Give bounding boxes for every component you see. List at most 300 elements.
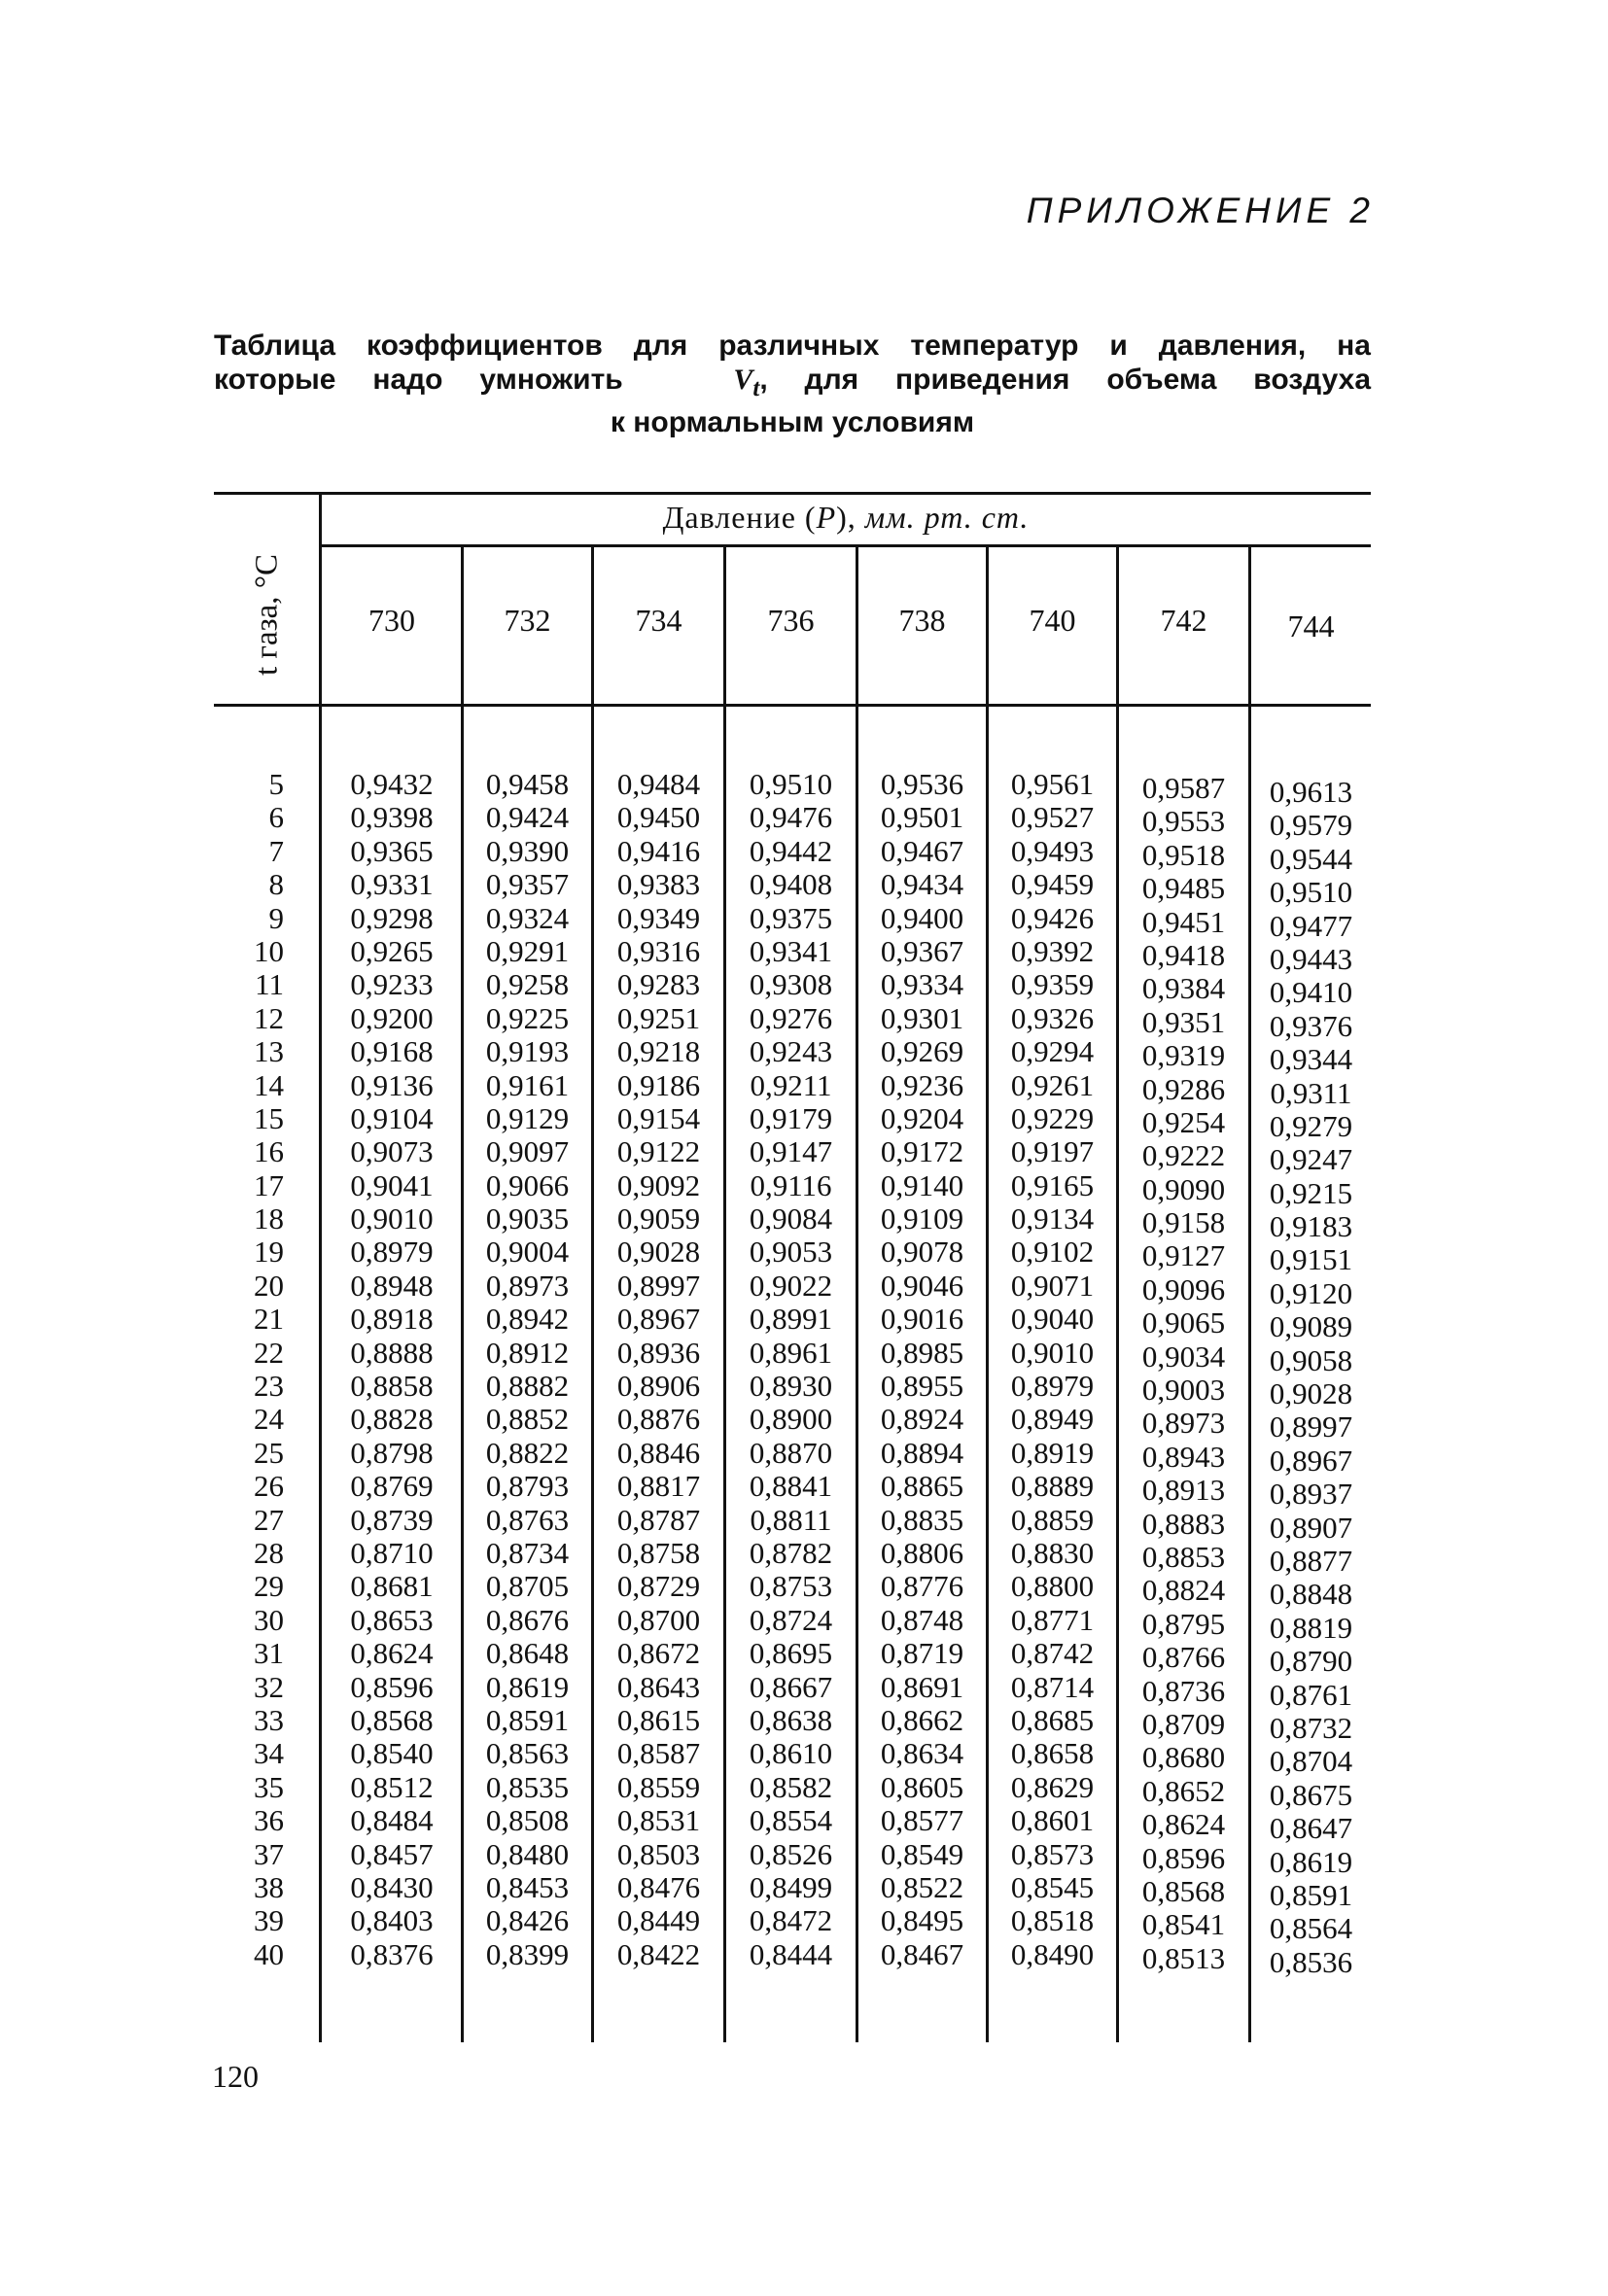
coefficient-cell: 0,8824 — [1141, 1573, 1226, 1608]
coefficient-cell: 0,8787 — [616, 1502, 701, 1537]
coefficient-cell: 0,9215 — [1269, 1175, 1353, 1210]
temperature-cell: 15 — [254, 1100, 284, 1135]
coefficient-cell: 0,8638 — [749, 1702, 833, 1737]
coefficient-cell: 0,8691 — [880, 1669, 964, 1704]
coefficient-cell: 0,8422 — [616, 1936, 701, 1971]
coefficient-cell: 0,9308 — [749, 967, 833, 1002]
coefficient-cell: 0,9424 — [485, 800, 570, 835]
coefficient-cell: 0,9392 — [1010, 933, 1095, 968]
coefficient-cell: 0,8724 — [749, 1602, 833, 1637]
coefficient-cell: 0,8942 — [485, 1302, 570, 1337]
coefficient-cell: 0,8936 — [616, 1335, 701, 1370]
coefficient-cell: 0,8858 — [350, 1369, 434, 1404]
coefficient-cell: 0,8943 — [1141, 1439, 1226, 1474]
coefficient-cell: 0,9316 — [616, 933, 701, 968]
coefficient-cell: 0,8979 — [350, 1235, 434, 1270]
coefficient-cell: 0,8835 — [880, 1502, 964, 1537]
coefficient-cell: 0,9016 — [880, 1302, 964, 1337]
coefficient-cell: 0,9134 — [1010, 1201, 1095, 1236]
coefficient-cell: 0,9151 — [1269, 1242, 1353, 1277]
coefficient-cell: 0,9179 — [749, 1100, 833, 1135]
coefficient-cell: 0,8667 — [749, 1669, 833, 1704]
coefficient-cell: 0,9073 — [350, 1134, 434, 1169]
pressure-unit: мм. рт. ст. — [864, 500, 1030, 535]
coefficient-cell: 0,9233 — [350, 967, 434, 1002]
coefficient-cell: 0,8766 — [1141, 1640, 1226, 1675]
coefficient-cell: 0,8888 — [350, 1335, 434, 1370]
coefficient-cell: 0,8577 — [880, 1803, 964, 1838]
temperature-cell: 16 — [254, 1134, 284, 1169]
value-column-742 — [1119, 772, 1248, 1975]
coefficient-cell: 0,8518 — [1010, 1903, 1095, 1938]
coefficient-cell: 0,8495 — [880, 1903, 964, 1938]
coefficient-cell: 0,8985 — [880, 1335, 964, 1370]
coefficient-cell: 0,9324 — [485, 900, 570, 935]
coefficient-cell: 0,9301 — [880, 1000, 964, 1035]
coefficient-cell: 0,9041 — [350, 1167, 434, 1202]
coefficient-cell: 0,8536 — [1269, 1944, 1353, 1979]
coefficient-cell: 0,9172 — [880, 1134, 964, 1169]
variable-vt — [733, 364, 760, 401]
temperature-cell: 7 — [268, 833, 284, 868]
coefficient-cell: 0,8559 — [616, 1769, 701, 1804]
coefficient-cell: 0,9211 — [750, 1067, 832, 1102]
coefficient-cell: 0,9065 — [1141, 1305, 1226, 1340]
coefficient-cell: 0,8753 — [749, 1569, 833, 1604]
coefficient-cell: 0,9434 — [880, 867, 964, 902]
caption-line-2-b: , для приведения объема воздуха — [759, 364, 1372, 396]
coefficient-cell: 0,9078 — [880, 1235, 964, 1270]
coefficient-cell: 0,9140 — [880, 1167, 964, 1202]
coefficient-cell: 0,8709 — [1141, 1706, 1226, 1741]
coefficient-cell: 0,8601 — [1010, 1803, 1095, 1838]
coefficient-cell: 0,8512 — [350, 1769, 434, 1804]
coefficient-cell: 0,8484 — [350, 1803, 434, 1838]
coefficient-cell: 0,8564 — [1269, 1911, 1353, 1946]
coefficient-cell: 0,9071 — [1010, 1268, 1095, 1303]
caption-line-2 — [214, 363, 1371, 405]
coefficient-cell: 0,8605 — [880, 1769, 964, 1804]
temperature-cell: 21 — [254, 1302, 284, 1337]
coefficient-cell: 0,8846 — [616, 1435, 701, 1470]
coefficient-cell: 0,8736 — [1141, 1673, 1226, 1708]
coefficient-cell: 0,9218 — [616, 1034, 701, 1069]
value-column-734 — [594, 768, 723, 1971]
temperature-cell: 39 — [254, 1903, 284, 1938]
coefficient-cell: 0,8742 — [1010, 1636, 1095, 1671]
coefficient-cell: 0,9283 — [616, 967, 701, 1002]
temperature-cell: 13 — [254, 1034, 284, 1069]
coefficient-cell: 0,8949 — [1010, 1402, 1095, 1437]
coefficient-cell: 0,8997 — [1269, 1409, 1353, 1444]
coefficient-cell: 0,8714 — [1010, 1669, 1095, 1704]
variable-subscript: t — [752, 375, 760, 401]
coefficient-cell: 0,8480 — [485, 1836, 570, 1871]
coefficient-cell: 0,8568 — [1141, 1873, 1226, 1908]
coefficient-cell: 0,9229 — [1010, 1100, 1095, 1135]
coefficient-cell: 0,9349 — [616, 900, 701, 935]
coefficient-cell: 0,8776 — [880, 1569, 964, 1604]
coefficient-cell: 0,8705 — [485, 1569, 570, 1604]
coefficient-cell: 0,9279 — [1269, 1108, 1353, 1143]
coefficient-cell: 0,9331 — [350, 867, 434, 902]
temperature-cell: 17 — [254, 1167, 284, 1202]
coefficient-cell: 0,8918 — [350, 1302, 434, 1337]
coefficient-cell: 0,8426 — [485, 1903, 570, 1938]
coefficient-cell: 0,8806 — [880, 1535, 964, 1570]
coefficient-cell: 0,9390 — [485, 833, 570, 868]
pressure-value-header: 742 — [1160, 603, 1207, 638]
appendix-title: ПРИЛОЖЕНИЕ 2 — [1026, 191, 1375, 230]
coefficient-cell: 0,9204 — [880, 1100, 964, 1135]
coefficient-cell: 0,9053 — [749, 1235, 833, 1270]
coefficient-cell: 0,8739 — [350, 1502, 434, 1537]
pressure-value-header: 734 — [635, 603, 682, 638]
coefficient-cell: 0,9326 — [1010, 1000, 1095, 1035]
coefficient-cell: 0,8476 — [616, 1869, 701, 1904]
coefficient-cell: 0,9351 — [1141, 1004, 1226, 1039]
coefficient-cell: 0,8672 — [616, 1636, 701, 1671]
coefficient-cell: 0,9028 — [1269, 1376, 1353, 1411]
coefficient-cell: 0,8973 — [1141, 1406, 1226, 1441]
coefficient-cell: 0,9467 — [880, 833, 964, 868]
value-column-730 — [323, 768, 461, 1971]
coefficient-cell: 0,8403 — [350, 1903, 434, 1938]
coefficient-cell: 0,9410 — [1269, 975, 1353, 1010]
coefficient-cell: 0,8819 — [1269, 1610, 1353, 1645]
coefficient-cell: 0,8848 — [1269, 1577, 1353, 1612]
coefficient-cell: 0,9003 — [1141, 1373, 1226, 1408]
coefficient-cell: 0,9258 — [485, 967, 570, 1002]
coefficient-cell: 0,8732 — [1269, 1710, 1353, 1745]
coefficient-cell: 0,8822 — [485, 1435, 570, 1470]
coefficient-cell: 0,9408 — [749, 867, 833, 902]
coefficient-cell: 0,8877 — [1269, 1543, 1353, 1578]
table-top-rule — [214, 492, 1371, 495]
coefficient-cell: 0,8912 — [485, 1335, 570, 1370]
coefficient-cell: 0,9261 — [1010, 1067, 1095, 1102]
coefficient-cell: 0,8685 — [1010, 1702, 1095, 1737]
caption-line-1: Таблица коэффициентов для различных температур и давления, на — [214, 330, 1371, 362]
coefficient-cell: 0,8948 — [350, 1268, 434, 1303]
coefficient-cell: 0,9183 — [1269, 1209, 1353, 1244]
coefficient-cell: 0,8624 — [1141, 1807, 1226, 1842]
coefficient-cell: 0,8545 — [1010, 1869, 1095, 1904]
coefficient-cell: 0,9168 — [350, 1034, 434, 1069]
temperature-cell: 19 — [254, 1235, 284, 1270]
temperature-cell: 14 — [254, 1067, 284, 1102]
coefficient-cell: 0,8997 — [616, 1268, 701, 1303]
value-column-738 — [858, 768, 986, 1971]
coefficient-cell: 0,8643 — [616, 1669, 701, 1704]
coefficient-cell: 0,9459 — [1010, 867, 1095, 902]
coefficient-cell: 0,9034 — [1141, 1339, 1226, 1374]
coefficient-cell: 0,9553 — [1141, 804, 1226, 839]
coefficient-cell: 0,9010 — [1010, 1335, 1095, 1370]
coefficient-cell: 0,9247 — [1269, 1142, 1353, 1177]
coefficient-cell: 0,8658 — [1010, 1736, 1095, 1771]
coefficient-cell: 0,9367 — [880, 933, 964, 968]
coefficient-cell: 0,8800 — [1010, 1569, 1095, 1604]
coefficient-cell: 0,9225 — [485, 1000, 570, 1035]
coefficient-cell: 0,9104 — [350, 1100, 434, 1135]
coefficient-cell: 0,8907 — [1269, 1510, 1353, 1545]
coefficient-cell: 0,9334 — [880, 967, 964, 1002]
coefficient-cell: 0,8376 — [350, 1936, 434, 1971]
coefficient-cell: 0,9161 — [485, 1067, 570, 1102]
coefficient-cell: 0,8894 — [880, 1435, 964, 1470]
coefficient-cell: 0,9294 — [1010, 1034, 1095, 1069]
temperature-cell: 33 — [254, 1702, 284, 1737]
temperature-cell: 8 — [268, 867, 284, 902]
coefficient-cell: 0,8647 — [1269, 1811, 1353, 1846]
table-caption — [214, 329, 1371, 439]
coefficient-cell: 0,9458 — [485, 767, 570, 801]
coefficient-cell: 0,9359 — [1010, 967, 1095, 1002]
coefficient-cell: 0,9004 — [485, 1235, 570, 1270]
coefficient-cell: 0,8865 — [880, 1469, 964, 1504]
coefficient-cell: 0,9579 — [1269, 808, 1353, 843]
value-column-740 — [989, 768, 1116, 1971]
coefficient-cell: 0,9450 — [616, 800, 701, 835]
coefficient-cell: 0,8467 — [880, 1936, 964, 1971]
coefficient-cell: 0,9136 — [350, 1067, 434, 1102]
coefficient-cell: 0,8882 — [485, 1369, 570, 1404]
coefficient-cell: 0,8710 — [350, 1535, 434, 1570]
pressure-value-header: 736 — [767, 603, 815, 638]
coefficient-cell: 0,9510 — [1269, 875, 1353, 910]
temperature-cell: 36 — [254, 1803, 284, 1838]
coefficient-cell: 0,9383 — [616, 867, 701, 902]
coefficient-cell: 0,8472 — [749, 1903, 833, 1938]
coefficient-cell: 0,9536 — [880, 767, 964, 801]
coefficient-cell: 0,9028 — [616, 1235, 701, 1270]
value-column-732 — [464, 768, 591, 1971]
temperature-cell: 34 — [254, 1736, 284, 1771]
coefficient-cell: 0,9501 — [880, 800, 964, 835]
coefficient-cell: 0,8782 — [749, 1535, 833, 1570]
coefficient-cell: 0,9613 — [1269, 775, 1353, 809]
coefficient-cell: 0,9587 — [1141, 771, 1226, 805]
coefficient-cell: 0,8811 — [750, 1502, 832, 1537]
coefficient-cell: 0,8979 — [1010, 1369, 1095, 1404]
temperature-cell: 11 — [255, 967, 284, 1002]
coefficient-cell: 0,9092 — [616, 1167, 701, 1202]
coefficient-cell: 0,9398 — [350, 800, 434, 835]
coefficient-cell: 0,8573 — [1010, 1836, 1095, 1871]
coefficient-cell: 0,8955 — [880, 1369, 964, 1404]
coefficient-cell: 0,8793 — [485, 1469, 570, 1504]
coefficient-cell: 0,8619 — [485, 1669, 570, 1704]
pressure-value-header: 730 — [368, 603, 415, 638]
coefficient-cell: 0,8675 — [1269, 1777, 1353, 1812]
coefficient-cell: 0,9384 — [1141, 971, 1226, 1006]
coefficient-cell: 0,9375 — [749, 900, 833, 935]
coefficient-cell: 0,9236 — [880, 1067, 964, 1102]
coefficient-cell: 0,8531 — [616, 1803, 701, 1838]
pressure-symbol: P — [816, 500, 837, 535]
temperature-cell: 25 — [254, 1435, 284, 1470]
coefficient-cell: 0,8913 — [1141, 1473, 1226, 1508]
coefficient-cell: 0,9066 — [485, 1167, 570, 1202]
pressure-value-header: 740 — [1029, 603, 1076, 638]
coefficient-cell: 0,8973 — [485, 1268, 570, 1303]
coefficient-cell: 0,8853 — [1141, 1539, 1226, 1574]
coefficient-cell: 0,8883 — [1141, 1506, 1226, 1541]
temperature-cell: 5 — [268, 767, 284, 801]
coefficient-cell: 0,8596 — [1141, 1840, 1226, 1875]
coefficient-cell: 0,8554 — [749, 1803, 833, 1838]
temperature-cell: 23 — [254, 1369, 284, 1404]
variable-v: V — [733, 364, 753, 396]
coefficient-cell: 0,8700 — [616, 1602, 701, 1637]
coefficient-cell: 0,8795 — [1141, 1606, 1226, 1641]
value-column-736 — [726, 768, 856, 1971]
coefficient-cell: 0,9158 — [1141, 1205, 1226, 1240]
coefficient-cell: 0,8930 — [749, 1369, 833, 1404]
temperature-cell: 29 — [254, 1569, 284, 1604]
coefficient-cell: 0,9010 — [350, 1201, 434, 1236]
coefficient-cell: 0,8906 — [616, 1369, 701, 1404]
temperature-cell: 9 — [268, 900, 284, 935]
coefficient-cell: 0,8457 — [350, 1836, 434, 1871]
temperature-cell: 12 — [254, 1000, 284, 1035]
page-number: 120 — [212, 2059, 259, 2094]
coefficient-cell: 0,8399 — [485, 1936, 570, 1971]
coefficient-cell: 0,8587 — [616, 1736, 701, 1771]
coefficient-cell: 0,8624 — [350, 1636, 434, 1671]
temperature-cell: 31 — [254, 1636, 284, 1671]
coefficient-cell: 0,8769 — [350, 1469, 434, 1504]
temperature-cell: 18 — [254, 1201, 284, 1236]
coefficient-cell: 0,8798 — [350, 1435, 434, 1470]
coefficient-cell: 0,8648 — [485, 1636, 570, 1671]
coefficient-cell: 0,9197 — [1010, 1134, 1095, 1169]
coefficient-cell: 0,8924 — [880, 1402, 964, 1437]
temperature-cell: 38 — [254, 1869, 284, 1904]
coefficient-cell: 0,9097 — [485, 1134, 570, 1169]
coefficient-cell: 0,8729 — [616, 1569, 701, 1604]
coefficient-cell: 0,8535 — [485, 1769, 570, 1804]
coefficient-cell: 0,8662 — [880, 1702, 964, 1737]
caption-line-2-a: которые надо умножить — [214, 364, 623, 396]
pressure-header-a: Давление ( — [662, 500, 817, 535]
coefficient-cell: 0,9269 — [880, 1034, 964, 1069]
coefficient-cell: 0,8761 — [1269, 1677, 1353, 1712]
coefficient-cell: 0,9186 — [616, 1067, 701, 1102]
coefficient-cell: 0,8719 — [880, 1636, 964, 1671]
temperature-header-label: t газа, °C — [249, 554, 285, 676]
coefficient-cell: 0,8748 — [880, 1602, 964, 1637]
coefficient-cell: 0,8828 — [350, 1402, 434, 1437]
coefficient-cell: 0,9561 — [1010, 767, 1095, 801]
coefficient-cell: 0,8490 — [1010, 1936, 1095, 1971]
coefficient-cell: 0,8449 — [616, 1903, 701, 1938]
coefficient-cell: 0,9022 — [749, 1268, 833, 1303]
coefficient-cell: 0,9357 — [485, 867, 570, 902]
coefficient-cell: 0,9040 — [1010, 1302, 1095, 1337]
pressure-value-header: 732 — [504, 603, 551, 638]
coefficient-cell: 0,9127 — [1141, 1238, 1226, 1273]
temperature-cell: 6 — [268, 800, 284, 835]
coefficient-cell: 0,8513 — [1141, 1940, 1226, 1975]
coefficient-cell: 0,8540 — [350, 1736, 434, 1771]
coefficient-cell: 0,8508 — [485, 1803, 570, 1838]
coefficient-cell: 0,8430 — [350, 1869, 434, 1904]
coefficient-cell: 0,9485 — [1141, 871, 1226, 906]
coefficient-cell: 0,9222 — [1141, 1138, 1226, 1173]
coefficient-cell: 0,8876 — [616, 1402, 701, 1437]
coefficient-cell: 0,9319 — [1141, 1038, 1226, 1073]
coefficient-cell: 0,9418 — [1141, 937, 1226, 972]
coefficient-cell: 0,9059 — [616, 1201, 701, 1236]
pressure-header-rule — [321, 544, 1371, 547]
temperature-cell: 20 — [254, 1268, 284, 1303]
coefficient-cell: 0,9035 — [485, 1201, 570, 1236]
coefficient-cell: 0,8444 — [749, 1936, 833, 1971]
coefficient-cell: 0,8790 — [1269, 1644, 1353, 1679]
temperature-cell: 40 — [254, 1936, 284, 1971]
coefficient-cell: 0,9400 — [880, 900, 964, 935]
coefficient-cell: 0,9484 — [616, 767, 701, 801]
temperature-cell: 22 — [254, 1335, 284, 1370]
coefficient-cell: 0,8582 — [749, 1769, 833, 1804]
coefficient-cell: 0,9426 — [1010, 900, 1095, 935]
temperature-cell: 27 — [254, 1502, 284, 1537]
temperature-cell: 35 — [254, 1769, 284, 1804]
coefficient-cell: 0,9476 — [749, 800, 833, 835]
temp-column-divider — [319, 492, 322, 2042]
coefficient-cell: 0,9200 — [350, 1000, 434, 1035]
coefficient-cell: 0,8676 — [485, 1602, 570, 1637]
coefficient-cell: 0,9527 — [1010, 800, 1095, 835]
coefficient-cell: 0,8591 — [1269, 1877, 1353, 1912]
coefficient-cell: 0,8522 — [880, 1869, 964, 1904]
coefficient-cell: 0,8734 — [485, 1535, 570, 1570]
coefficient-cell: 0,9311 — [1270, 1075, 1352, 1110]
coefficient-cell: 0,9432 — [350, 767, 434, 801]
coefficient-cell: 0,8852 — [485, 1402, 570, 1437]
pressure-header-b: ), — [836, 500, 865, 535]
pressure-value-header: 744 — [1287, 609, 1335, 644]
coefficient-cell: 0,8763 — [485, 1502, 570, 1537]
coefficient-cell: 0,8900 — [749, 1402, 833, 1437]
pressure-value-header: 738 — [898, 603, 946, 638]
coefficient-cell: 0,8841 — [749, 1469, 833, 1504]
pressure-header — [321, 500, 1371, 536]
coefficient-cell: 0,9046 — [880, 1268, 964, 1303]
coefficient-cell: 0,9276 — [749, 1000, 833, 1035]
coefficient-cell: 0,8870 — [749, 1435, 833, 1470]
coefficient-cell: 0,9251 — [616, 1000, 701, 1035]
coefficient-cell: 0,8591 — [485, 1702, 570, 1737]
coefficient-cell: 0,9298 — [350, 900, 434, 935]
coefficient-cell: 0,9109 — [880, 1201, 964, 1236]
coefficient-cell: 0,8830 — [1010, 1535, 1095, 1570]
coefficient-cell: 0,8610 — [749, 1736, 833, 1771]
temperature-column — [216, 768, 284, 1971]
coefficient-cell: 0,8619 — [1269, 1844, 1353, 1879]
coefficient-cell: 0,8695 — [749, 1636, 833, 1671]
coefficient-cell: 0,8503 — [616, 1836, 701, 1871]
coefficient-cell: 0,9116 — [750, 1167, 832, 1202]
coefficient-cell: 0,8568 — [350, 1702, 434, 1737]
coefficient-cell: 0,8817 — [616, 1469, 701, 1504]
value-column-744 — [1251, 776, 1371, 1979]
temperature-cell: 37 — [254, 1836, 284, 1871]
coefficient-cell: 0,8680 — [1141, 1740, 1226, 1775]
coefficient-cell: 0,9416 — [616, 833, 701, 868]
